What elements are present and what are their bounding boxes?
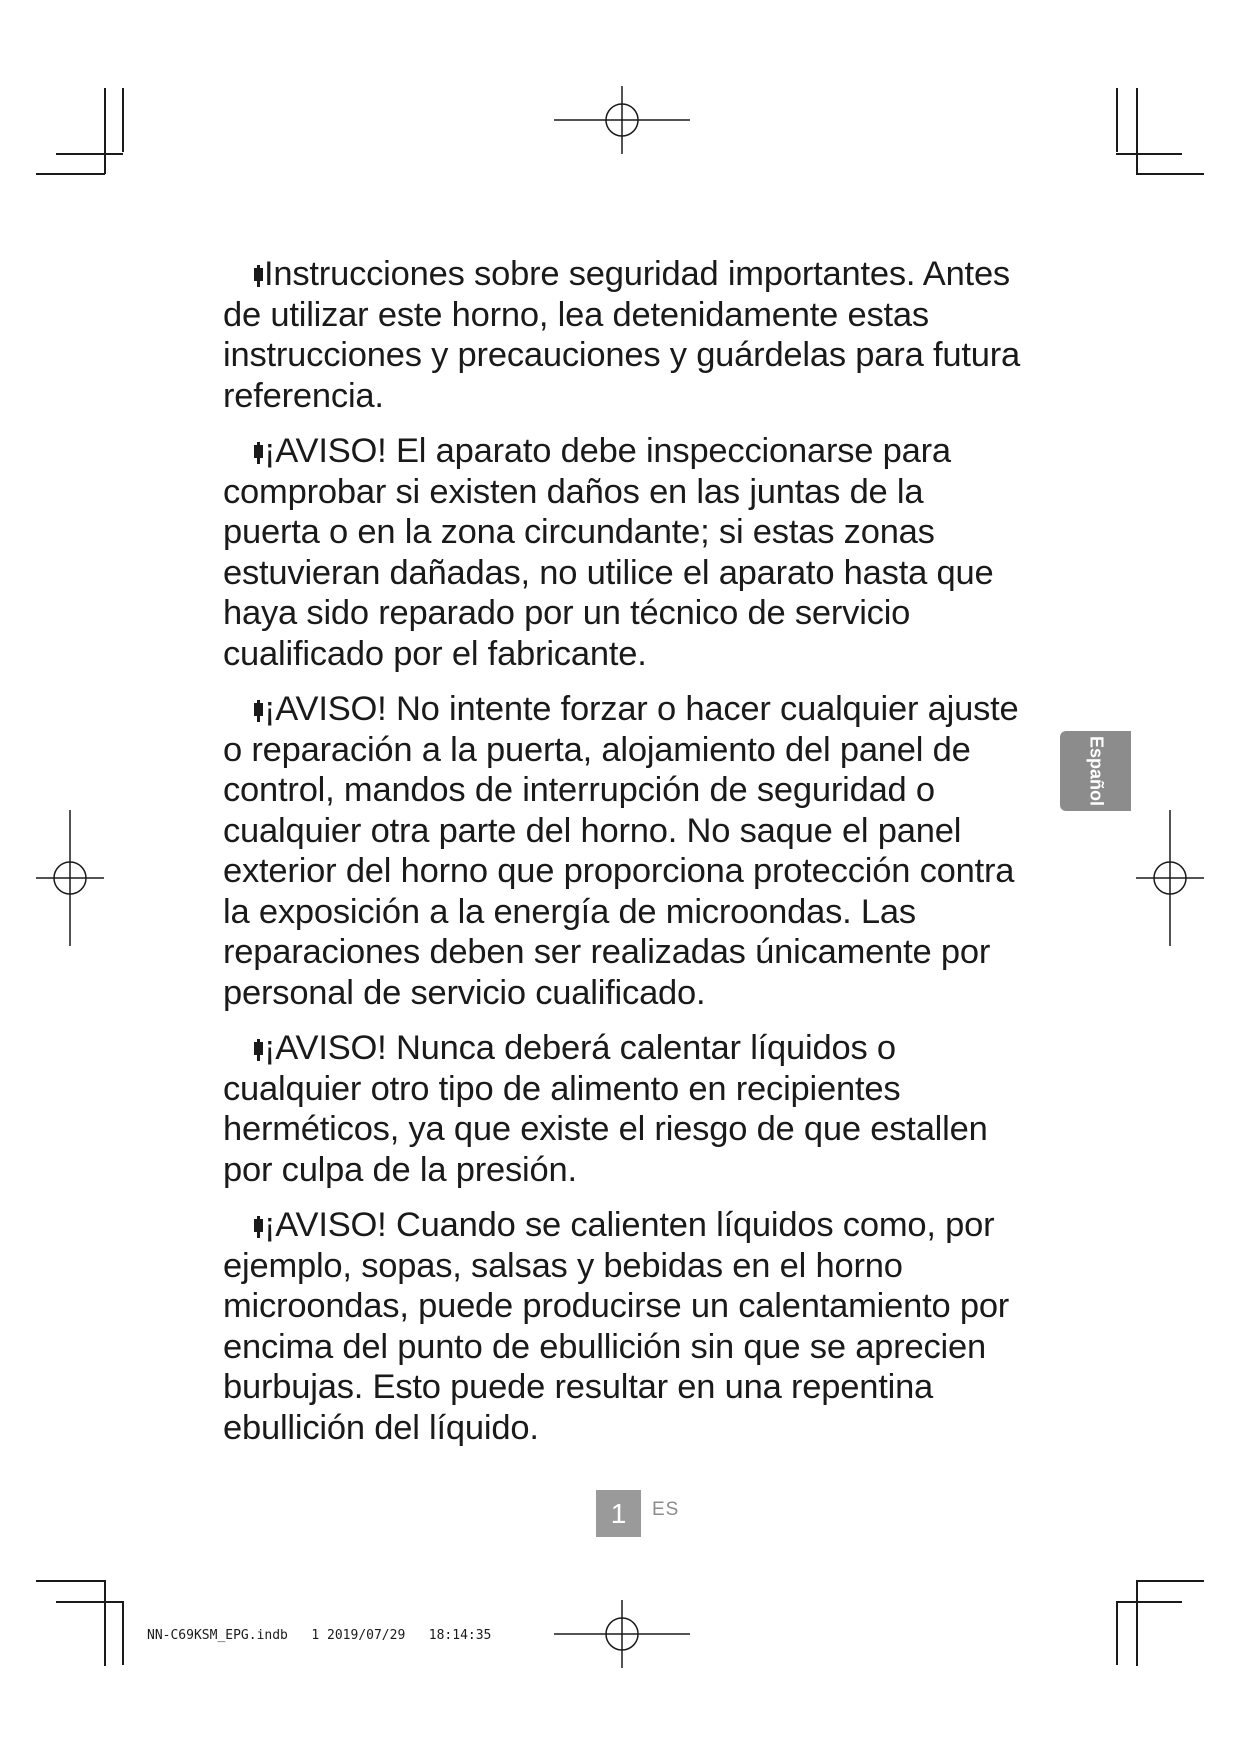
crop-mark [1116, 1601, 1182, 1603]
paragraph-intro: Instrucciones sobre seguridad importantes. Antes de utilizar este horno, lea detenidamente estas instrucciones y precauciones y guárdelas para futura referencia. [223, 255, 1020, 415]
crop-mark [122, 1601, 124, 1665]
bullet-icon [252, 442, 264, 464]
registration-mark-top-icon [554, 86, 690, 154]
print-file-slug: NN-C69KSM_EPG.indb 1 2019/07/29 18:14:35 [147, 1628, 492, 1643]
registration-mark-left-icon [36, 810, 104, 946]
language-tab-label: Español [1086, 735, 1106, 807]
bullet-icon [252, 1039, 264, 1061]
crop-mark [122, 88, 124, 152]
crop-mark [1116, 1601, 1118, 1665]
safety-instructions [223, 254, 1023, 1463]
bullet-icon [252, 1216, 264, 1238]
paragraph-warning-sealed-containers: ¡AVISO! Nunca deberá calentar líquidos o cualquier otro tipo de alimento en recipientes herméticos, ya que existe el riesgo de que estallen por culpa de la presión. [223, 1029, 988, 1189]
language-tab [1060, 731, 1131, 811]
crop-mark [1116, 153, 1182, 155]
crop-mark [1136, 88, 1138, 174]
crop-mark [56, 1601, 123, 1603]
bullet-icon [252, 265, 264, 287]
registration-mark-right-icon [1136, 810, 1204, 946]
crop-mark [104, 88, 106, 174]
crop-mark [56, 153, 123, 155]
paragraph-warning-boiling: ¡AVISO! Cuando se calienten líquidos como, por ejemplo, sopas, salsas y bebidas en el horno microondas, puede producirse un calentamiento por encima del punto de ebullición sin que se aprecien burbujas. Esto puede resultar en una repentina ebullición del líquido. [223, 1206, 1010, 1447]
bullet-icon [252, 700, 264, 722]
crop-mark [1136, 1580, 1138, 1666]
crop-mark [1136, 173, 1204, 175]
crop-mark [1116, 88, 1118, 152]
page-number: 1 [596, 1490, 641, 1537]
crop-mark [104, 1580, 106, 1666]
paragraph-warning-repair: ¡AVISO! No intente forzar o hacer cualquier ajuste o reparación a la puerta, alojamiento del panel de control, mandos de interrupción de seguridad o cualquier otra parte del horno. No saque el panel exterior del horno que proporciona protección contra la exposición a la energía de microondas. Las reparaciones deben ser realizadas únicamente por personal de servicio cualificado. [223, 690, 1019, 1012]
paragraph-warning-inspection: ¡AVISO! El aparato debe inspeccionarse para comprobar si existen daños en las juntas de la puerta o en la zona circundante; si estas zonas estuvieran dañadas, no utilice el aparato hasta que haya sido reparado por un técnico de servicio cualificado por el fabricante. [223, 432, 994, 673]
crop-mark [36, 173, 105, 175]
registration-mark-bottom-icon [554, 1600, 690, 1668]
crop-mark [1136, 1580, 1204, 1582]
page-language-code: ES [652, 1499, 680, 1520]
crop-mark [36, 1580, 105, 1582]
